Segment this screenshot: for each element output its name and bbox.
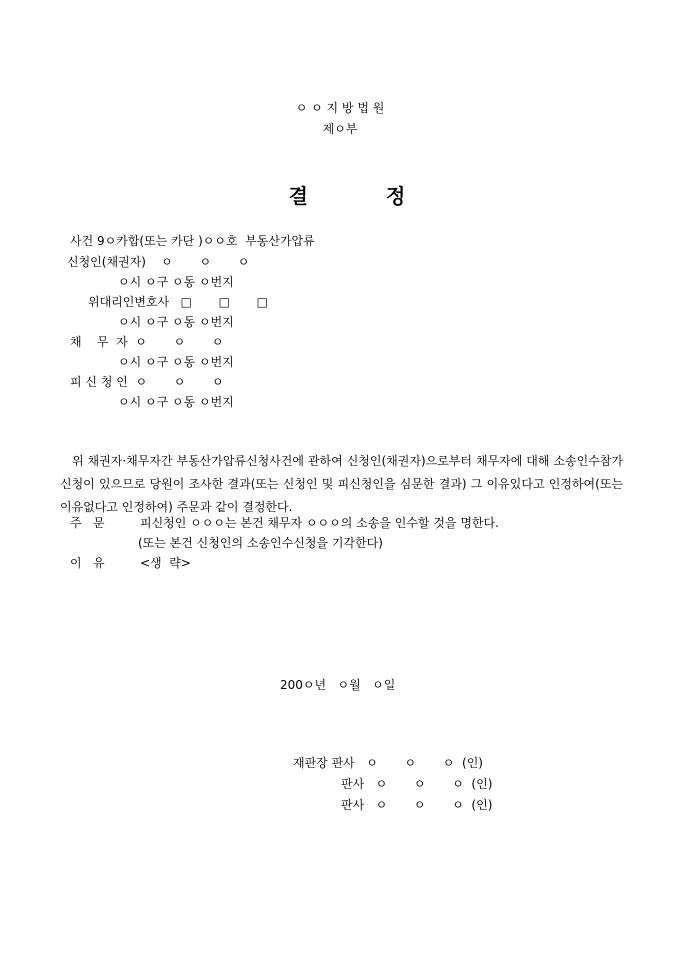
judge-signature-2: 판사 ㅇ ㅇ ㅇ (인) [341,798,493,812]
attorney-address: ㅇ시 ㅇ구 ㅇ동 ㅇ번지 [118,315,234,329]
court-name: ㅇ ㅇ 지 방 법 원 [295,101,385,115]
reason-label: 이 유 [70,556,105,570]
debtor-address: ㅇ시 ㅇ구 ㅇ동 ㅇ번지 [118,355,234,369]
judge-signature-1: 판사 ㅇ ㅇ ㅇ (인) [341,777,493,791]
presiding-judge-signature: 재판장 판사 ㅇ ㅇ ㅇ (인) [293,756,483,770]
applicant-address: ㅇ시 ㅇ구 ㅇ동 ㅇ번지 [118,275,234,289]
division-name: 제ㅇ부 [322,122,358,136]
title-char-left: 결 [288,184,308,208]
title-char-right: 정 [385,184,406,208]
attorney-line: 위대리인변호사 □ □ □ [88,295,269,309]
order-text: 피신청인 ㅇㅇㅇ는 본건 채무자 ㅇㅇㅇ의 소송을 인수할 것을 명한다. [140,516,499,530]
reason-text: <생 략> [140,556,191,570]
respondent-line: 피 신 청 인 ㅇ ㅇ ㅇ [70,375,224,389]
body-paragraph: 위 채권자·채무자간 부동산가압류신청사건에 관하여 신청인(채권자)으로부터 채무자에 대해 소송인수참가신청이 있으므로 당원이 조사한 결과(또는 신청인 및 피신청인을 심문한 결과) 그 이유있다고 인정하여(또는 이유없다고 인정하여) 주문과 같이 결정한다. [60,454,623,514]
respondent-address: ㅇ시 ㅇ구 ㅇ동 ㅇ번지 [118,395,234,409]
order-alternative: (또는 본건 신청인의 소송인수신청을 기각한다) [138,536,383,550]
debtor-line: 채 무 자 ㅇ ㅇ ㅇ [70,335,224,349]
applicant-line: 신청인(채권자) ㅇ ㅇ ㅇ [67,255,250,269]
decision-date: 200ㅇ년 ㅇ월 ㅇ일 [280,678,396,692]
case-line: 사건 9ㅇ카합(또는 카단 )ㅇㅇ호 부동산가압류 [70,234,315,248]
document-title [0,160,680,208]
order-label: 주 문 [70,516,105,530]
